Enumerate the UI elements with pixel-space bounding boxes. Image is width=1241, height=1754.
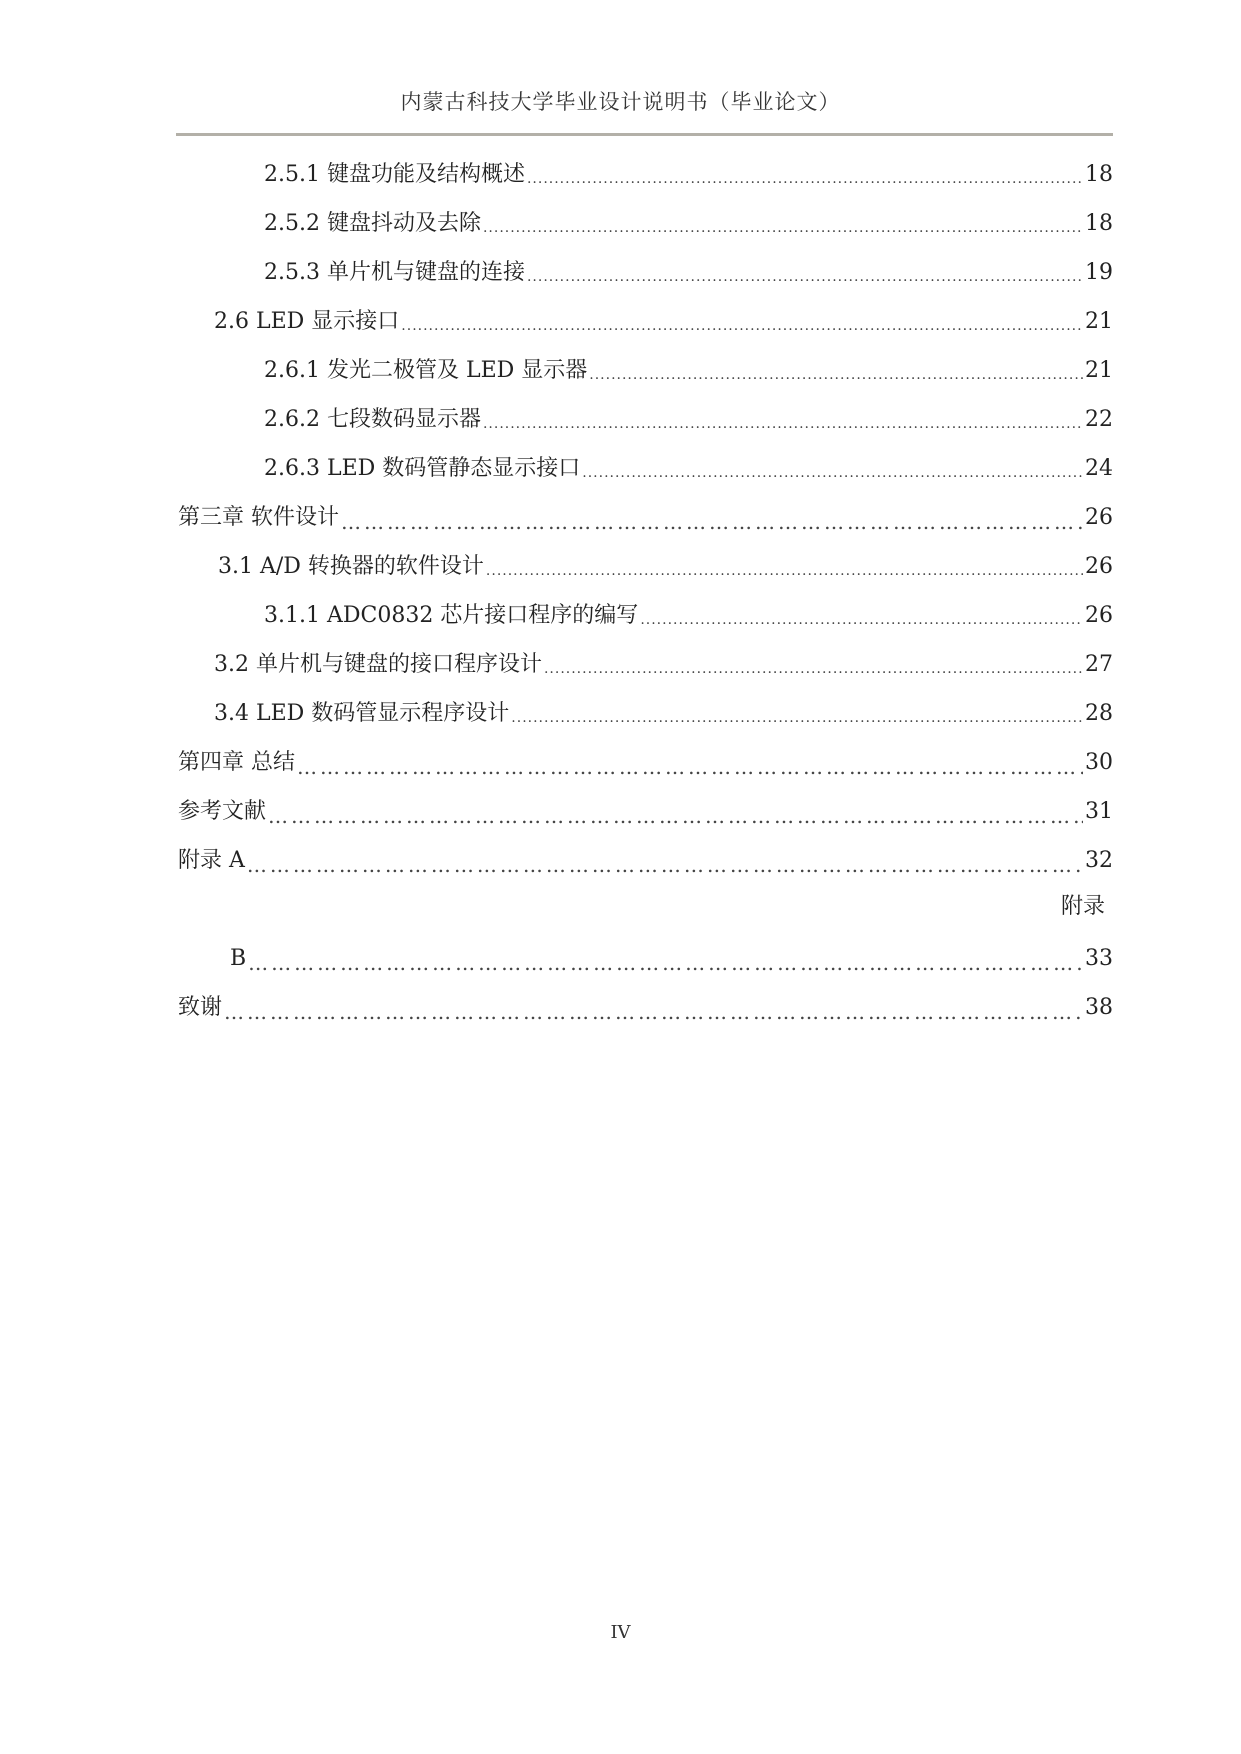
toc-entry[interactable] bbox=[176, 785, 1113, 834]
toc-entry[interactable] bbox=[176, 932, 1113, 981]
toc-entry-page: 28 bbox=[1085, 701, 1113, 726]
toc-entry-title: 3.4 LED 数码管显示程序设计 bbox=[214, 701, 510, 726]
dot-leader bbox=[589, 365, 1083, 385]
toc-entry[interactable] bbox=[176, 981, 1113, 1030]
dot-leader bbox=[247, 855, 1083, 875]
dot-leader bbox=[483, 218, 1083, 238]
toc-entry-page: 31 bbox=[1085, 799, 1113, 824]
header-rule bbox=[176, 133, 1113, 136]
toc-entry-page: 32 bbox=[1085, 848, 1113, 873]
dot-leader bbox=[486, 561, 1083, 581]
toc-entry-title-wrapped[interactable]: 附录 bbox=[1060, 894, 1105, 919]
toc-entry[interactable] bbox=[176, 393, 1113, 442]
toc-entry-page: 18 bbox=[1085, 162, 1113, 187]
toc-entry-title: 第四章 总结 bbox=[178, 750, 295, 775]
toc-entry[interactable] bbox=[176, 589, 1113, 638]
toc-entry-page: 24 bbox=[1085, 456, 1113, 481]
dot-leader bbox=[248, 953, 1083, 973]
toc-entry-page: 26 bbox=[1085, 554, 1113, 579]
toc-entry-title: 3.1.1 ADC0832 芯片接口程序的编写 bbox=[264, 603, 639, 628]
toc-entry-page: 19 bbox=[1085, 260, 1113, 285]
toc-entry-page: 18 bbox=[1085, 211, 1113, 236]
dot-leader bbox=[640, 610, 1083, 630]
toc-entry[interactable] bbox=[176, 638, 1113, 687]
dot-leader bbox=[582, 463, 1083, 483]
toc-entry-title: 2.6 LED 显示接口 bbox=[214, 309, 400, 334]
toc-entry-page: 33 bbox=[1085, 946, 1113, 971]
toc-entry[interactable] bbox=[176, 540, 1113, 589]
dot-leader bbox=[297, 757, 1083, 777]
toc-entry[interactable] bbox=[176, 197, 1113, 246]
toc-entry[interactable] bbox=[176, 148, 1113, 197]
toc-entry-title: 3.2 单片机与键盘的接口程序设计 bbox=[214, 652, 542, 677]
toc-entry-title: B bbox=[230, 946, 247, 971]
page-header-title: 内蒙古科技大学毕业设计说明书（毕业论文） bbox=[400, 90, 841, 114]
toc-entry[interactable] bbox=[176, 834, 1113, 883]
toc-entry-page: 27 bbox=[1085, 652, 1113, 677]
dot-leader bbox=[268, 806, 1083, 826]
toc-entry-title: 2.5.1 键盘功能及结构概述 bbox=[264, 162, 525, 187]
dot-leader bbox=[483, 414, 1083, 434]
toc-entry[interactable] bbox=[176, 491, 1113, 540]
toc-entry[interactable] bbox=[176, 344, 1113, 393]
toc-entry-page: 26 bbox=[1085, 603, 1113, 628]
toc-entry-page: 30 bbox=[1085, 750, 1113, 775]
page-number: IV bbox=[610, 1622, 631, 1643]
dot-leader bbox=[401, 316, 1083, 336]
toc-entry-title: 2.6.2 七段数码显示器 bbox=[264, 407, 481, 432]
dot-leader bbox=[341, 512, 1083, 532]
toc-entry[interactable] bbox=[176, 736, 1113, 785]
toc-entry-page: 38 bbox=[1085, 995, 1113, 1020]
toc-entry-title: 3.1 A/D 转换器的软件设计 bbox=[218, 554, 484, 579]
toc-entry-page: 22 bbox=[1085, 407, 1113, 432]
dot-leader bbox=[544, 659, 1083, 679]
toc-entry-title: 2.6.1 发光二极管及 LED 显示器 bbox=[264, 358, 588, 383]
toc-entry-page: 21 bbox=[1085, 358, 1113, 383]
toc-entry-title: 参考文献 bbox=[178, 799, 267, 824]
toc-entry-title: 2.6.3 LED 数码管静态显示接口 bbox=[264, 456, 581, 481]
toc-entry[interactable] bbox=[176, 442, 1113, 491]
table-of-contents bbox=[176, 148, 1113, 1030]
dot-leader bbox=[527, 169, 1083, 189]
dot-leader bbox=[511, 708, 1083, 728]
toc-entry-title: 2.5.2 键盘抖动及去除 bbox=[264, 211, 481, 236]
dot-leader bbox=[527, 267, 1083, 287]
toc-entry-page: 21 bbox=[1085, 309, 1113, 334]
toc-entry-title: 2.5.3 单片机与键盘的连接 bbox=[264, 260, 525, 285]
toc-entry[interactable] bbox=[176, 295, 1113, 344]
toc-entry-title: 附录 A bbox=[178, 848, 245, 873]
toc-entry-page: 26 bbox=[1085, 505, 1113, 530]
toc-entry-title: 致谢 bbox=[178, 995, 223, 1020]
toc-entry[interactable] bbox=[176, 246, 1113, 295]
toc-entry[interactable] bbox=[176, 687, 1113, 736]
dot-leader bbox=[224, 1002, 1083, 1022]
toc-entry-title: 第三章 软件设计 bbox=[178, 505, 339, 530]
